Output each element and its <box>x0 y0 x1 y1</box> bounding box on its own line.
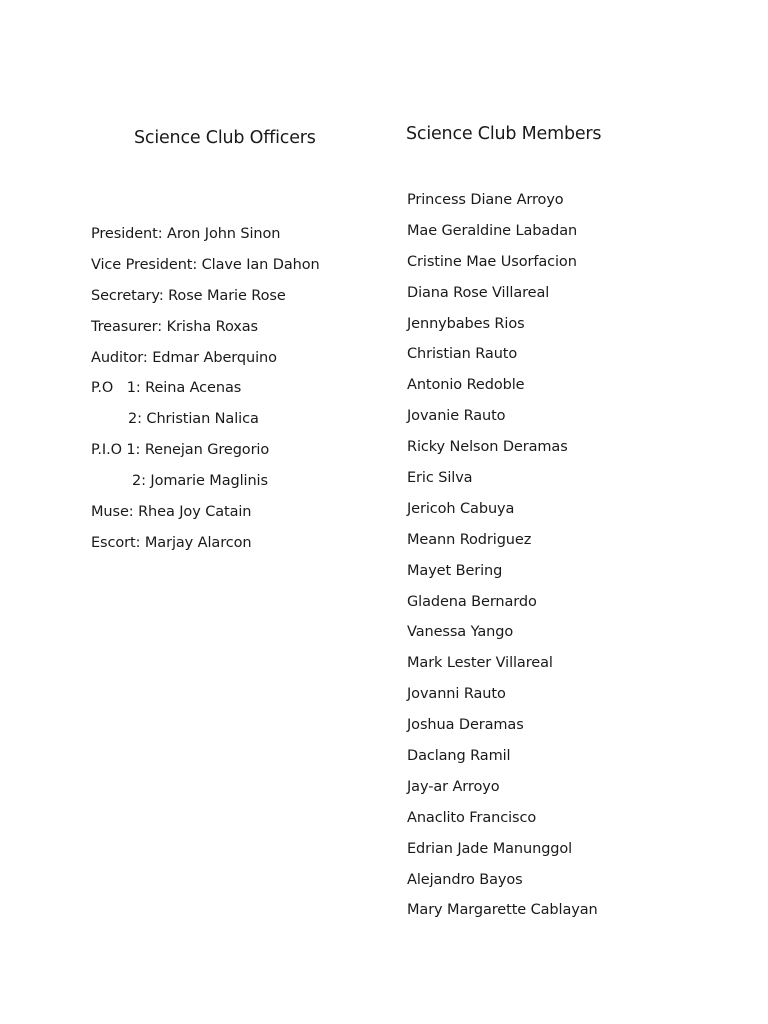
member-item: Alejandro Bayos <box>407 871 523 888</box>
officer-pio-1: P.I.O 1: Renejan Gregorio <box>91 442 270 459</box>
member-item: Jay-ar Arroyo <box>407 778 500 795</box>
member-item: Princess Diane Arroyo <box>407 192 564 208</box>
officer-president: President: Aron John Sinon <box>91 226 281 242</box>
member-item: Jericoh Cabuya <box>407 500 515 517</box>
member-item: Meann Rodriguez <box>407 531 532 548</box>
member-item: Cristine Mae Usorfacion <box>407 253 577 270</box>
member-item: Ricky Nelson Deramas <box>407 439 568 456</box>
member-item: Jennybabes Rios <box>407 315 525 332</box>
member-item: Mayet Bering <box>407 562 503 579</box>
member-item: Diana Rose Villareal <box>407 284 550 301</box>
member-item: Mae Geraldine Labadan <box>407 222 578 239</box>
officer-secretary: Secretary: Rose Marie Rose <box>91 287 286 304</box>
officer-escort: Escort: Marjay Alarcon <box>91 534 252 551</box>
officer-po-2: 2: Christian Nalica <box>128 411 259 428</box>
members-list <box>407 190 598 931</box>
member-item: Mark Lester Villareal <box>407 655 553 672</box>
member-item: Jovanni Rauto <box>407 686 506 703</box>
member-item: Edrian Jade Manunggol <box>407 840 573 857</box>
member-item: Daclang Ramil <box>407 748 511 765</box>
members-heading: Science Club Members <box>406 124 602 144</box>
member-item: Christian Rauto <box>407 346 518 363</box>
member-item: Joshua Deramas <box>407 717 524 734</box>
officers-heading: Science Club Officers <box>134 128 316 148</box>
member-item: Vanessa Yango <box>407 624 514 641</box>
officer-po-1: P.O 1: Reina Acenas <box>91 380 242 397</box>
member-item: Gladena Bernardo <box>407 593 537 610</box>
member-item: Antonio Redoble <box>407 377 525 394</box>
officer-vice-president: Vice President: Clave Ian Dahon <box>91 256 320 273</box>
member-item: Eric Silva <box>407 470 473 487</box>
member-item: Jovanie Rauto <box>407 408 506 425</box>
member-item: Mary Margarette Cablayan <box>407 902 598 919</box>
officer-muse: Muse: Rhea Joy Catain <box>91 504 252 521</box>
officer-treasurer: Treasurer: Krisha Roxas <box>91 318 258 335</box>
member-item: Anaclito Francisco <box>407 809 537 826</box>
officer-auditor: Auditor: Edmar Aberquino <box>91 349 277 366</box>
officer-pio-2: 2: Jomarie Maglinis <box>132 473 268 490</box>
officers-list <box>91 224 320 564</box>
